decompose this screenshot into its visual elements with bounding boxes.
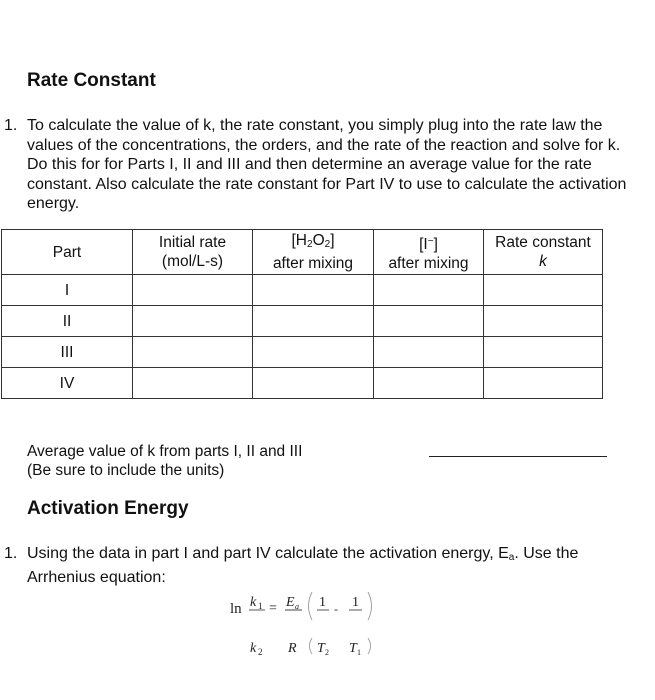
table-row xyxy=(2,306,603,337)
eq-ea: E xyxy=(286,595,295,610)
header-rate-constant: Rate constant k xyxy=(484,230,603,275)
rate-constant-table xyxy=(1,229,603,399)
cell-rate-constant[interactable] xyxy=(484,337,603,368)
cell-h2o2[interactable] xyxy=(253,368,374,399)
eq-one-a: 1 xyxy=(319,595,326,610)
cell-rate-constant[interactable] xyxy=(484,368,603,399)
eq-k1-sub: 1 xyxy=(258,601,263,611)
cell-initial-rate[interactable] xyxy=(133,368,253,399)
header-initial-rate: Initial rate (mol/L-s) xyxy=(133,230,253,275)
cell-part: II xyxy=(2,306,133,337)
eq-minus: - xyxy=(334,602,338,616)
cell-part: IV xyxy=(2,368,133,399)
average-k-prompt xyxy=(27,442,302,480)
average-k-line1: Average value of k from parts I, II and III xyxy=(27,443,303,460)
cell-iodide[interactable] xyxy=(374,275,484,306)
eq-t2: T xyxy=(317,641,325,656)
eq-t1: T xyxy=(349,641,357,656)
cell-h2o2[interactable] xyxy=(253,275,374,306)
cell-iodide[interactable] xyxy=(374,337,484,368)
eq-r: R xyxy=(288,641,297,656)
header-part: Part xyxy=(2,230,133,275)
eq-equals: = xyxy=(269,601,277,616)
item-number: 1. xyxy=(4,117,18,134)
eq-t1-sub: 1 xyxy=(357,648,361,657)
arrhenius-equation xyxy=(228,586,388,666)
cell-part: I xyxy=(2,275,133,306)
header-h2o2: $[H_2O_2]$ after mixing xyxy=(253,230,374,275)
average-k-line2: (Be sure to include the units) xyxy=(27,462,225,479)
instruction-text: To calculate the value of k, the rate constant, you simply plug into the rate law the values of the concentrations, the orders, and the rate of the reaction and solve for k. Do this for for Parts I, II and III and then determine an average value for the rate constant. Also calculate the rate constant for Part IV to use to calculate the activation energy. xyxy=(27,117,627,212)
section-title-rate-constant: Rate Constant xyxy=(27,70,156,91)
section-title-activation-energy: Activation Energy xyxy=(27,498,189,519)
table-row xyxy=(2,368,603,399)
eq-ea-sub: a xyxy=(295,602,299,611)
eq-one-b: 1 xyxy=(352,595,359,610)
table-row xyxy=(2,337,603,368)
cell-initial-rate[interactable] xyxy=(133,275,253,306)
cell-initial-rate[interactable] xyxy=(133,306,253,337)
cell-rate-constant[interactable] xyxy=(484,306,603,337)
average-k-answer-blank[interactable] xyxy=(429,456,607,457)
cell-iodide[interactable] xyxy=(374,306,484,337)
table-row xyxy=(2,275,603,306)
cell-rate-constant[interactable] xyxy=(484,275,603,306)
cell-iodide[interactable] xyxy=(374,368,484,399)
table-header-row xyxy=(2,230,603,275)
eq-ln: ln xyxy=(230,601,242,617)
item-number: 1. xyxy=(4,545,18,562)
header-iodide: [I−] after mixing xyxy=(374,230,484,275)
eq-k2: k xyxy=(250,641,257,656)
cell-h2o2[interactable] xyxy=(253,337,374,368)
activation-energy-text: Using the data in part I and part IV calculate the activation energy, $E_a$. Use the Arrhenius equation: xyxy=(27,545,579,586)
cell-part: III xyxy=(2,337,133,368)
eq-k2-sub: 2 xyxy=(258,647,263,657)
cell-initial-rate[interactable] xyxy=(133,337,253,368)
eq-k1: k xyxy=(250,595,257,610)
cell-h2o2[interactable] xyxy=(253,306,374,337)
eq-t2-sub: 2 xyxy=(325,648,329,657)
